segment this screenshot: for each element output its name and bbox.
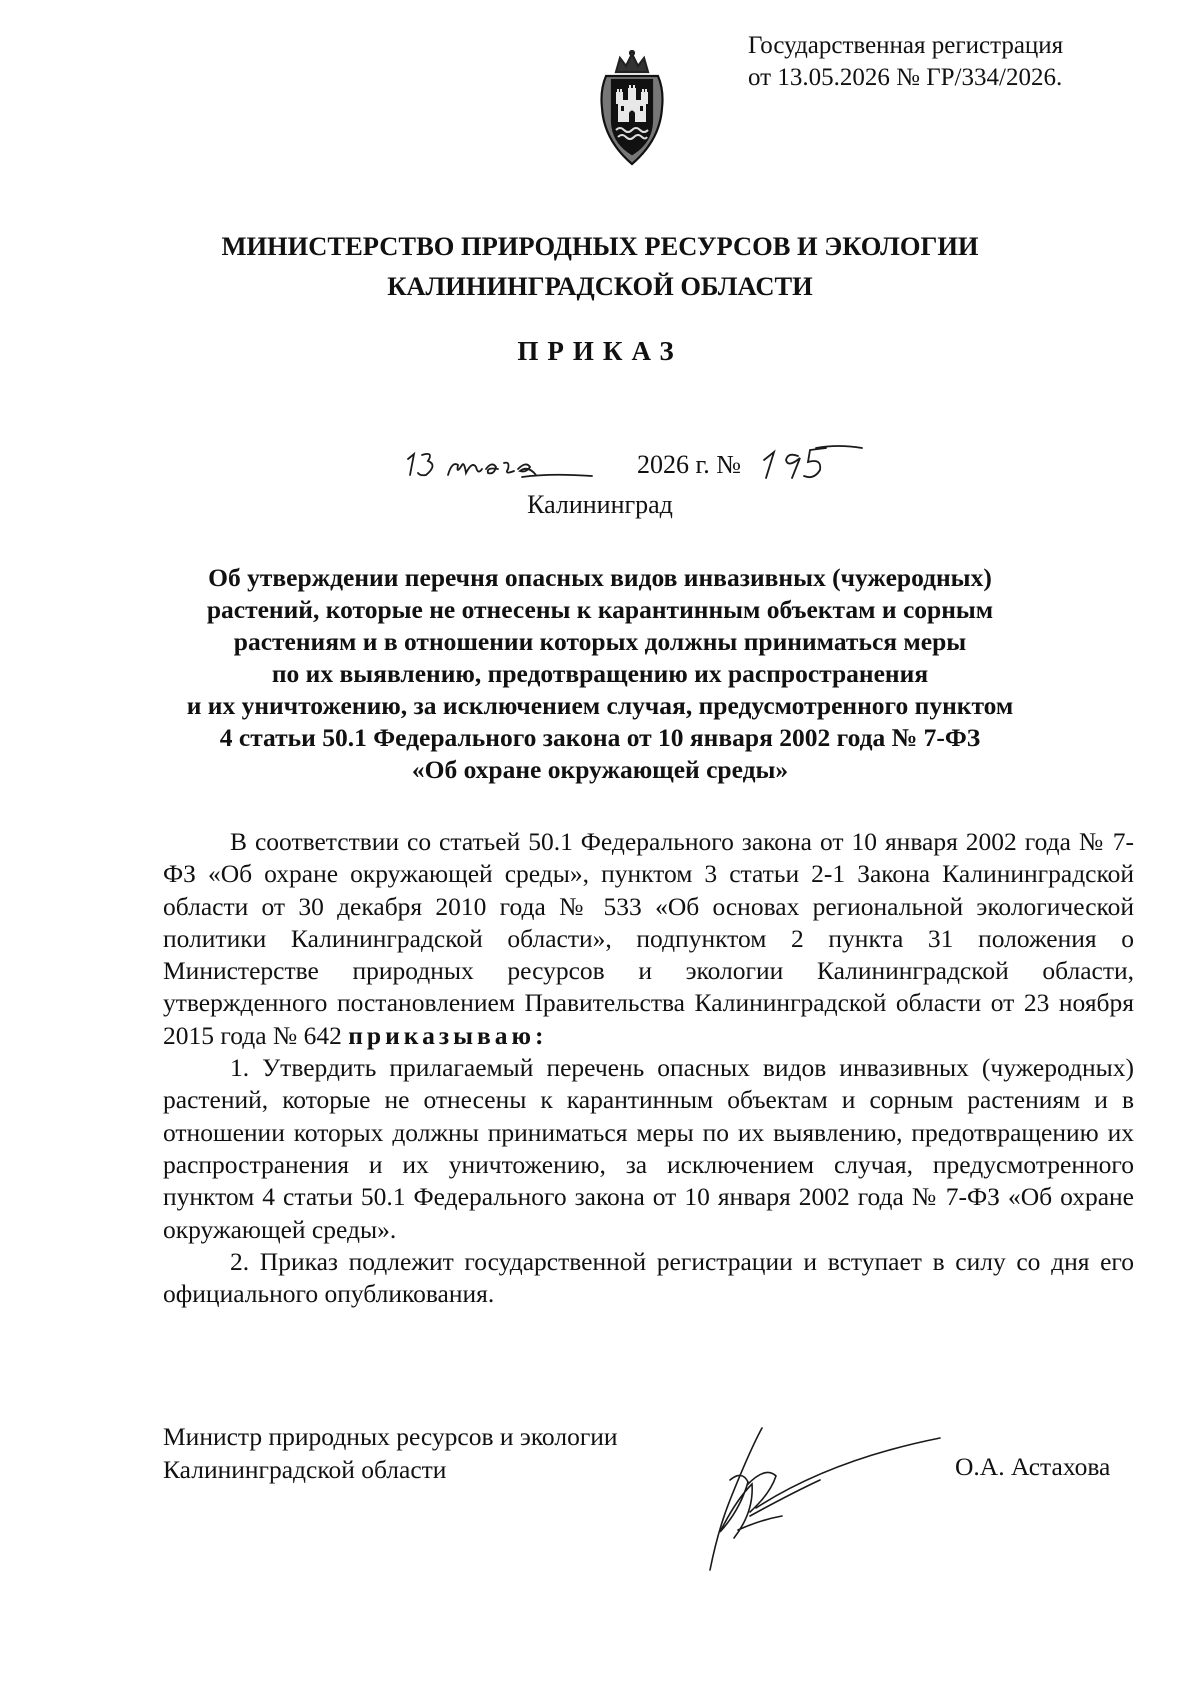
subject-line: Об утверждении перечня опасных видов инвазивных (чужеродных) bbox=[208, 563, 992, 592]
order-item-1: 1. Утвердить прилагаемый перечень опасных видов инвазивных (чужеродных) растений, которые не отнесены к карантинным объектам и сорным растениям и в отношении которых должны приниматься меры по их выявлению, предотвращению их распространения и их уничтожению, за исключением случая, предусмотренного пунктом 4 статьи 50.1 Федерального закона от 10 января 2002 года № 7-ФЗ «Об охране окружающей среды». bbox=[163, 1053, 1134, 1244]
document-type: ПРИКАЗ bbox=[517, 336, 683, 366]
coat-of-arms-icon bbox=[592, 50, 672, 170]
ministry-title-line-1: МИНИСТЕРСТВО ПРИРОДНЫХ РЕСУРСОВ И ЭКОЛОГИИ bbox=[221, 231, 979, 261]
position-line-2: Калининградской области bbox=[163, 1455, 447, 1484]
handwritten-date bbox=[400, 443, 600, 483]
registration-line-2: от 13.05.2026 № ГР/334/2026. bbox=[748, 64, 1063, 91]
position-line-1: Министр природных ресурсов и экологии bbox=[163, 1422, 618, 1451]
order-item-2: 2. Приказ подлежит государственной регистрации и вступает в силу со дня его официального опубликования. bbox=[163, 1246, 1134, 1309]
document-body bbox=[163, 826, 1134, 1310]
registration-stamp bbox=[748, 30, 1063, 94]
handwritten-signature bbox=[690, 1420, 950, 1580]
registration-line-1: Государственная регистрация bbox=[748, 32, 1064, 59]
subject-line: растениям и в отношении которых должны приниматься меры bbox=[233, 627, 967, 656]
subject-line: по их выявлению, предотвращению их распространения bbox=[271, 659, 929, 688]
signatory-position bbox=[163, 1420, 618, 1486]
order-word: приказываю: bbox=[348, 1020, 548, 1050]
ministry-title bbox=[0, 226, 1200, 306]
subject-line: «Об охране окружающей среды» bbox=[411, 755, 789, 784]
document-subject bbox=[150, 562, 1050, 786]
signatory-name: О.А. Астахова bbox=[955, 1452, 1111, 1481]
preamble-text: В соответствии со статьей 50.1 Федерального закона от 10 января 2002 года № 7-ФЗ «Об охране окружающей среды», пунктом 3 статьи 2-1 Закона Калининградской области от 30 декабря 2010 года № 533 «Об основах региональной экологической политики Калининградской области», подпунктом 2 пункта 31 положения о Министерстве природных ресурсов и экологии Калининградской области, утвержденного постановлением Правительства Калининградской области от 23 ноября 2015 года № 642 bbox=[163, 827, 1134, 1050]
ministry-title-line-2: КАЛИНИНГРАДСКОЙ ОБЛАСТИ bbox=[387, 271, 813, 301]
subject-line: 4 статьи 50.1 Федерального закона от 10 января 2002 года № 7-ФЗ bbox=[219, 723, 981, 752]
document-year: 2026 г. № bbox=[637, 450, 742, 479]
subject-line: растений, которые не отнесены к карантинным объектам и сорным bbox=[206, 595, 994, 624]
city: Калининград bbox=[527, 490, 673, 519]
subject-line: и их уничтожению, за исключением случая, предусмотренного пунктом bbox=[186, 691, 1014, 720]
handwritten-number bbox=[758, 438, 878, 484]
preamble-paragraph bbox=[163, 826, 1134, 1052]
